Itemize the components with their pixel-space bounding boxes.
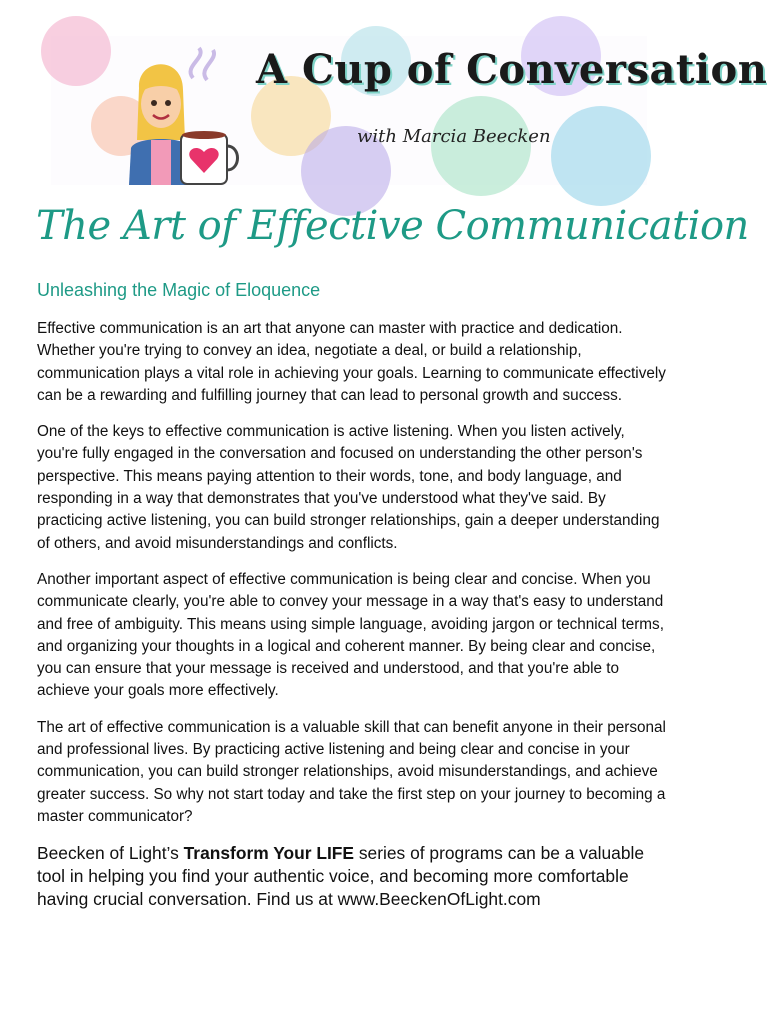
banner-subtitle: with Marcia Beecken	[357, 126, 551, 147]
paragraph: The art of effective communication is a valuable skill that can benefit anyone in their personal and professional lives. By practicing active listening and being clear and concise in your communication, you can build stronger relationships, avoid misunderstandings, and achieve greater success. So why not start today and take the first step on your journey to becoming a master communicator?	[37, 718, 666, 825]
closing-suffix: series of programs can be a valuable tool in helping you find your authentic voice, and becoming more comfortable having crucial conversation. Find us at www.BeeckenOfLight.com	[37, 843, 645, 910]
watercolor-dot	[551, 106, 651, 206]
paragraph: One of the keys to effective communication is active listening. When you listen actively, you're fully engaged in the conversation and focused on understanding the other person's perspective. This means paying attention to their words, tone, and body language, and responding in a way that demonstrates that you've understood what they've said. By practicing active listening, you can build stronger relationships, gain a deeper understanding of others, and avoid misunderstandings and conflicts.	[37, 423, 660, 552]
paragraph: Effective communication is an art that anyone can master with practice and dedication. Whether you're trying to convey an idea, negotiate a deal, or build a relationship, communication plays a vital role in achieving your goals. Learning to communicate effectively can be a rewarding and fulfilling journey that can lead to personal growth and success.	[37, 320, 666, 404]
closing-prefix: Beecken of Light’s	[37, 843, 184, 864]
program-name: Transform Your LIFE	[183, 843, 355, 864]
article-body	[37, 318, 667, 911]
closing-paragraph	[37, 842, 667, 911]
banner-title: A Cup of Conversation	[256, 46, 767, 93]
header-banner	[51, 36, 767, 185]
paragraph: Another important aspect of effective communication is being clear and concise. When you communicate clearly, you're able to convey your message in a way that's easy to understand and free of ambiguity. This means using simple language, avoiding jargon or technical terms, and organizing your thoughts in a logical and coherent manner. By being clear and concise, you can ensure that your message is received and understood, and that you're able to achieve your goals more effectively.	[37, 570, 664, 700]
article-subtitle: Unleashing the Magic of Eloquence	[37, 280, 321, 300]
watercolor-dot	[41, 16, 111, 86]
article-title: The Art of Effective Communication	[36, 203, 749, 249]
avatar	[121, 48, 241, 185]
